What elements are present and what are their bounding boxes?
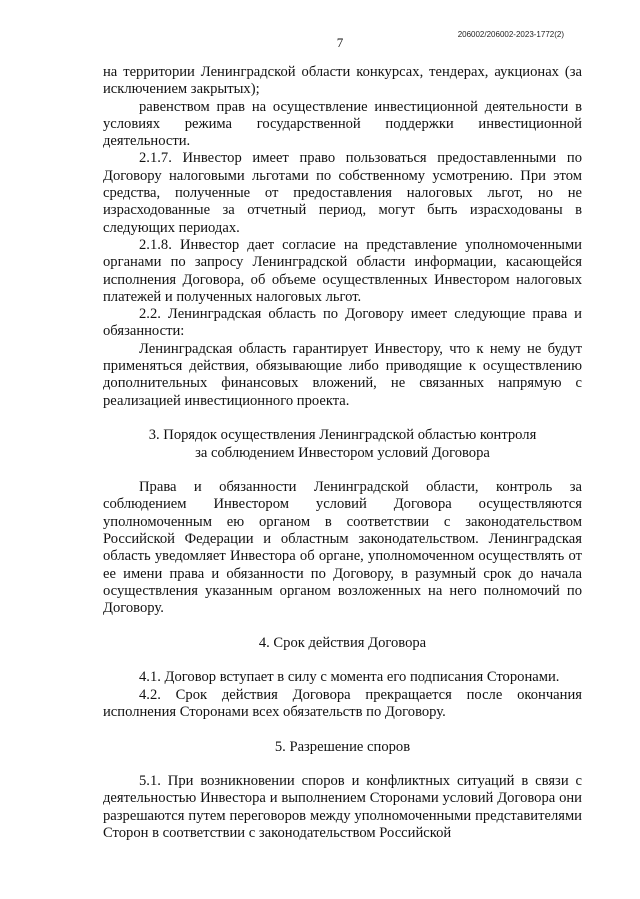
paragraph-4-1: 4.1. Договор вступает в силу с момента его подписания Сторонами.	[139, 669, 560, 686]
section-3-heading-line-1: 3. Порядок осуществления Ленинградской областью контроля	[148, 427, 537, 444]
paragraph-region-guarantee: Ленинградская область гарантирует Инвестору, что к нему не будут применяться действия, обязывающие либо приводящие к осуществлению дополнительных финансовых вложений, не связанных напрямую с реализацией инвестиционного проекта.	[103, 340, 582, 409]
section-3-text: Права и обязанности Ленинградской области, контроль за соблюдением Инвестором условий Договора осуществляются уполномоченным ею органом в соответствии с законодательством Российской Федерации и областным законодательством. Ленинградская область уведомляет Инвестора об органе, уполномоченном осуществлять от ее имени права и обязанности по Договору, в разумный срок до начала осуществления указанным органом возложенных на него полномочий по Договору.	[103, 479, 582, 617]
paragraph-2-1-7: 2.1.7. Инвестор имеет право пользоваться предоставленными по Договору налоговыми льготами по собственному усмотрению. При этом средства, полученные от предоставления налоговых льгот, но не израсходованные за отчетный период, могут быть израсходованы в следующих периодах.	[103, 150, 582, 236]
paragraph-equal-rights: равенством прав на осуществление инвестиционной деятельности в условиях режима государственной поддержки инвестиционной деятельности.	[103, 98, 582, 150]
section-5-heading: 5. Разрешение споров	[274, 738, 411, 755]
document-id: 206002/206002-2023-1772(2)	[457, 30, 564, 39]
section-4-heading: 4. Срок действия Договора	[258, 634, 427, 651]
paragraph-tender-exclusion: на территории Ленинградской области конкурсах, тендерах, аукционах (за исключением закрытых);	[103, 64, 582, 98]
page-number: 7	[336, 35, 344, 50]
document-body	[103, 64, 582, 842]
paragraph-2-1-8: 2.1.8. Инвестор дает согласие на представление уполномоченными органами по запросу Ленинградской области информации, касающейся исполнения Договора, об объеме осуществленных Инвестором налоговых платежей и полученных налоговых льгот.	[103, 236, 582, 305]
section-3-heading-line-2: за соблюдением Инвестором условий Договора	[195, 444, 490, 461]
paragraph-5-1: 5.1. При возникновении споров и конфликтных ситуаций в связи с деятельностью Инвестора и выполнением Сторонами условий Договора они разрешаются путем переговоров между уполномоченными представителями Сторон в соответствии с законодательством Российской	[103, 773, 582, 842]
paragraph-2-2: 2.2. Ленинградская область по Договору имеет следующие права и обязанности:	[103, 306, 582, 340]
paragraph-4-2: 4.2. Срок действия Договора прекращается после окончания исполнения Сторонами всех обязательств по Договору.	[103, 686, 582, 720]
